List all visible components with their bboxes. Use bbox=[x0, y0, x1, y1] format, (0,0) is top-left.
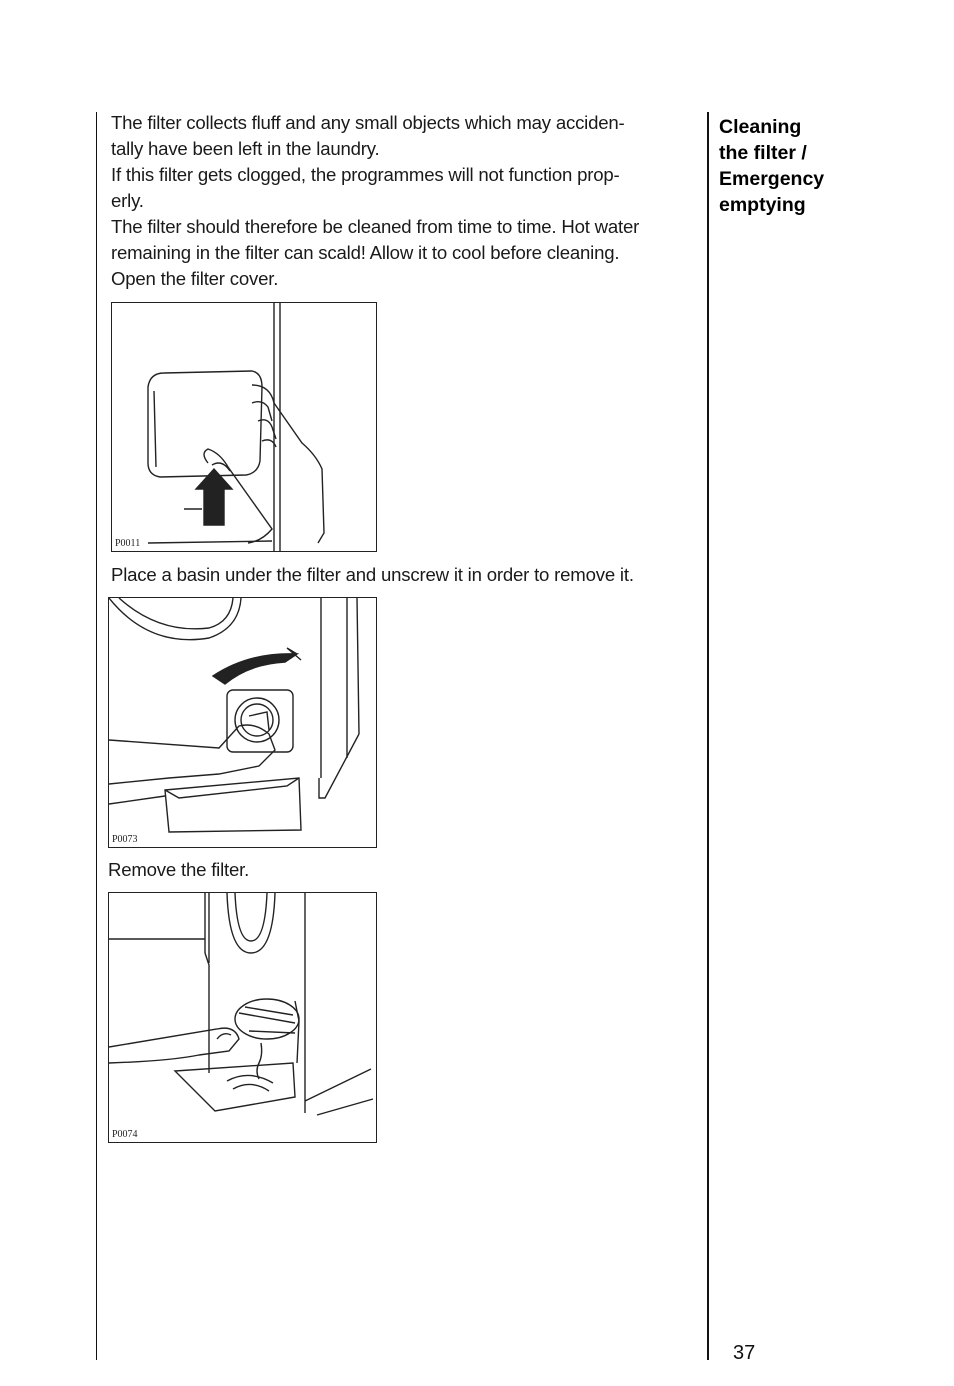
figure-code: P0011 bbox=[115, 538, 141, 549]
section-heading bbox=[719, 114, 919, 218]
intro-text bbox=[111, 110, 703, 292]
heading-line: emptying bbox=[719, 194, 806, 216]
intro-line: tally have been left in the laundry. bbox=[111, 138, 380, 159]
open-cover-illustration bbox=[112, 303, 376, 551]
step-caption: Remove the filter. bbox=[108, 859, 250, 880]
intro-line: remaining in the filter can scald! Allow it to cool before cleaning. bbox=[111, 242, 620, 263]
heading-line: Emergency bbox=[719, 168, 825, 190]
intro-line: erly. bbox=[111, 190, 144, 211]
figure-open-filter-cover bbox=[111, 302, 377, 552]
unscrew-illustration bbox=[109, 598, 376, 847]
remove-filter-illustration bbox=[109, 893, 376, 1142]
figure-code: P0073 bbox=[112, 834, 138, 845]
intro-line: If this filter gets clogged, the programmes will not function prop- bbox=[111, 164, 620, 185]
heading-line: Cleaning bbox=[719, 116, 802, 138]
figure-unscrew-filter bbox=[108, 597, 377, 848]
page-number: 37 bbox=[733, 1342, 756, 1364]
column-divider-rule bbox=[707, 112, 709, 1360]
figure-code: P0074 bbox=[112, 1129, 138, 1140]
heading-line: the filter / bbox=[719, 142, 807, 164]
intro-line: The filter should therefore be cleaned from time to time. Hot water bbox=[111, 216, 640, 237]
figure-remove-filter bbox=[108, 892, 377, 1143]
step-caption: Place a basin under the filter and unscrew it in order to remove it. bbox=[111, 564, 634, 585]
intro-line: The filter collects fluff and any small objects which may acciden- bbox=[111, 112, 625, 133]
left-margin-rule bbox=[96, 112, 97, 1360]
intro-line: Open the filter cover. bbox=[111, 268, 279, 289]
